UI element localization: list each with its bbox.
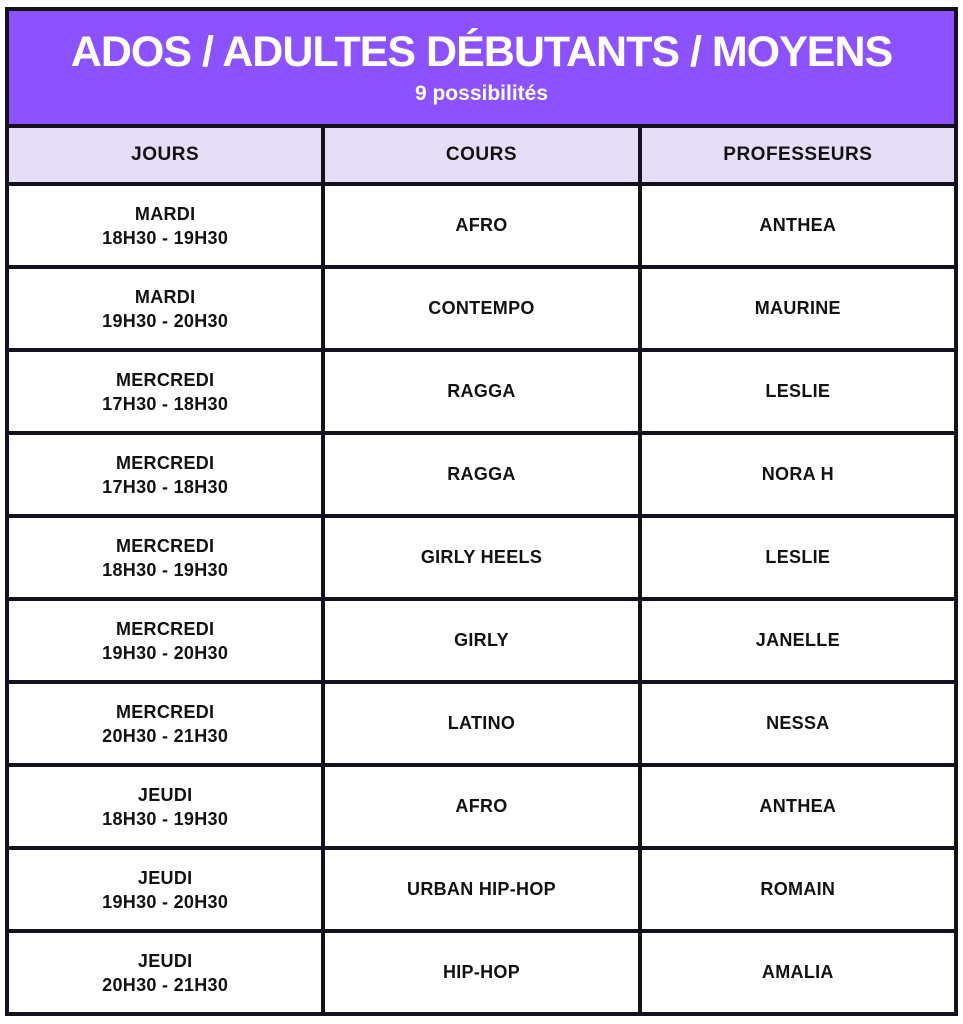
day-label: MERCREDI: [115, 535, 215, 556]
day-time-cell: [7, 599, 323, 682]
day-label: MERCREDI: [115, 618, 215, 639]
table-row: [7, 267, 956, 350]
day-time-cell: [7, 267, 323, 350]
day-label: MARDI: [134, 203, 196, 224]
table-row: [7, 682, 956, 765]
teacher-label: AMALIA: [640, 931, 956, 1014]
day-time-cell: [7, 350, 323, 433]
column-header-professeurs: PROFESSEURS: [640, 126, 956, 184]
schedule-table: [5, 124, 958, 1016]
time-label: 19H30 - 20H30: [102, 310, 229, 331]
time-label: 18H30 - 19H30: [102, 808, 229, 829]
course-label: RAGGA: [323, 433, 639, 516]
table-row: [7, 931, 956, 1014]
time-label: 17H30 - 18H30: [102, 476, 229, 497]
day-time-cell: [7, 848, 323, 931]
day-label: MERCREDI: [115, 701, 215, 722]
day-label: MERCREDI: [115, 369, 215, 390]
header-row: [7, 126, 956, 184]
page-title: ADOS / ADULTES DÉBUTANTS / MOYENS: [70, 28, 893, 76]
course-label: CONTEMPO: [323, 267, 639, 350]
teacher-label: NESSA: [640, 682, 956, 765]
day-time-cell: [7, 765, 323, 848]
teacher-label: LESLIE: [640, 350, 956, 433]
table-row: [7, 516, 956, 599]
day-label: MARDI: [134, 286, 196, 307]
table-row: [7, 433, 956, 516]
course-label: AFRO: [323, 184, 639, 267]
table-row: [7, 848, 956, 931]
teacher-label: ROMAIN: [640, 848, 956, 931]
day-label: JEUDI: [137, 784, 193, 805]
course-label: AFRO: [323, 765, 639, 848]
day-label: JEUDI: [137, 950, 193, 971]
day-time-cell: [7, 433, 323, 516]
time-label: 20H30 - 21H30: [102, 974, 229, 995]
teacher-label: MAURINE: [640, 267, 956, 350]
schedule-body: [7, 184, 956, 1014]
day-time-cell: [7, 184, 323, 267]
teacher-label: JANELLE: [640, 599, 956, 682]
column-header-cours: COURS: [323, 126, 639, 184]
column-header-jours: JOURS: [7, 126, 323, 184]
course-label: LATINO: [323, 682, 639, 765]
course-label: RAGGA: [323, 350, 639, 433]
time-label: 19H30 - 20H30: [102, 891, 229, 912]
banner: [5, 7, 958, 124]
teacher-label: LESLIE: [640, 516, 956, 599]
day-label: JEUDI: [137, 867, 193, 888]
time-label: 18H30 - 19H30: [102, 559, 229, 580]
table-row: [7, 765, 956, 848]
day-time-cell: [7, 516, 323, 599]
course-label: HIP-HOP: [323, 931, 639, 1014]
banner-subtitle: 9 possibilités: [414, 82, 549, 105]
teacher-label: ANTHEA: [640, 765, 956, 848]
time-label: 18H30 - 19H30: [102, 227, 229, 248]
course-label: URBAN HIP-HOP: [323, 848, 639, 931]
teacher-label: ANTHEA: [640, 184, 956, 267]
day-time-cell: [7, 931, 323, 1014]
course-label: GIRLY: [323, 599, 639, 682]
table-row: [7, 350, 956, 433]
time-label: 19H30 - 20H30: [102, 642, 229, 663]
course-label: GIRLY HEELS: [323, 516, 639, 599]
time-label: 17H30 - 18H30: [102, 393, 229, 414]
table-header: [7, 126, 956, 184]
teacher-label: NORA H: [640, 433, 956, 516]
day-label: MERCREDI: [115, 452, 215, 473]
time-label: 20H30 - 21H30: [102, 725, 229, 746]
day-time-cell: [7, 682, 323, 765]
table-row: [7, 184, 956, 267]
table-row: [7, 599, 956, 682]
